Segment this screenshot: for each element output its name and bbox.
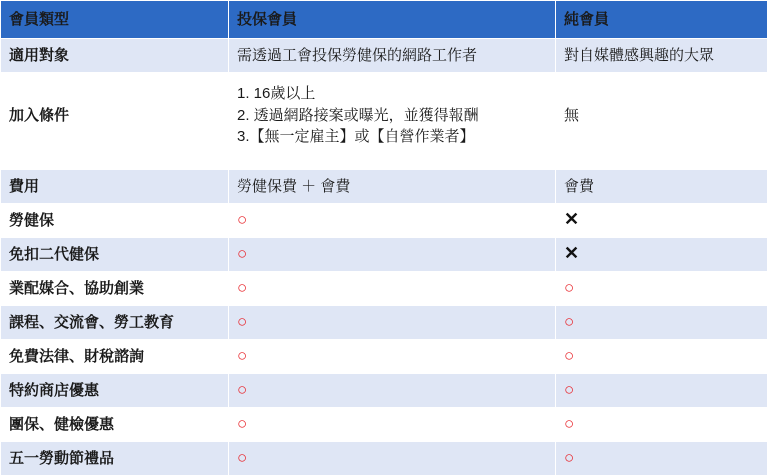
- row-label-courses-and-education: 課程、交流會、勞工教育: [1, 306, 229, 340]
- cell-insured-labor-health-insurance: [229, 204, 556, 238]
- table-spacer-row: [1, 159, 767, 170]
- join-condition-item: 1. 16歲以上: [237, 83, 547, 105]
- spacer-cell: [556, 159, 767, 170]
- table-row: [1, 73, 767, 159]
- circle-mark-icon: ○: [237, 313, 247, 330]
- spacer-cell: [1, 159, 229, 170]
- row-label-legal-tax-consulting: 免費法律、財稅諮詢: [1, 340, 229, 374]
- cell-pure-may-first-gift: [556, 442, 767, 476]
- circle-mark-icon: ○: [237, 279, 247, 296]
- row-label-fee: 費用: [1, 170, 229, 204]
- cell-pure-labor-health-insurance: [556, 204, 767, 238]
- circle-mark-icon: ○: [564, 381, 574, 398]
- cell-pure-sponsorship-matching: [556, 272, 767, 306]
- circle-mark-icon: ○: [237, 245, 247, 262]
- circle-mark-icon: ○: [237, 347, 247, 364]
- row-label-partner-store-discounts: 特約商店優惠: [1, 374, 229, 408]
- cell-insured-sponsorship-matching: [229, 272, 556, 306]
- table-row: [1, 306, 767, 340]
- row-label-sponsorship-matching: 業配媒合、協助創業: [1, 272, 229, 306]
- circle-mark-icon: ○: [237, 381, 247, 398]
- circle-mark-icon: ○: [564, 415, 574, 432]
- cell-pure-join-conditions: 無: [556, 73, 767, 159]
- cell-insured-target-audience: 需透過工會投保勞健保的網路工作者: [229, 39, 556, 73]
- column-header-insured-member: 投保會員: [229, 1, 556, 39]
- cell-insured-may-first-gift: [229, 442, 556, 476]
- table-row: [1, 340, 767, 374]
- circle-mark-icon: ○: [564, 313, 574, 330]
- circle-mark-icon: ○: [564, 347, 574, 364]
- circle-mark-icon: ○: [237, 449, 247, 466]
- table-header: [1, 1, 767, 39]
- table-row: [1, 272, 767, 306]
- cell-insured-group-insurance-checkup: [229, 408, 556, 442]
- cell-insured-partner-store-discounts: [229, 374, 556, 408]
- cell-pure-partner-store-discounts: [556, 374, 767, 408]
- row-label-group-insurance-checkup: 團保、健檢優惠: [1, 408, 229, 442]
- row-label-labor-health-insurance: 勞健保: [1, 204, 229, 238]
- row-label-second-gen-health-exemption: 免扣二代健保: [1, 238, 229, 272]
- cell-insured-join-conditions: [229, 73, 556, 159]
- cell-pure-courses-and-education: [556, 306, 767, 340]
- cell-insured-courses-and-education: [229, 306, 556, 340]
- row-label-join-conditions: 加入條件: [1, 73, 229, 159]
- cell-pure-fee: 會費: [556, 170, 767, 204]
- circle-mark-icon: ○: [237, 211, 247, 228]
- table-row: [1, 408, 767, 442]
- column-header-pure-member: 純會員: [556, 1, 767, 39]
- cross-mark-icon: ✕: [564, 244, 579, 262]
- cell-insured-second-gen-health-exemption: [229, 238, 556, 272]
- table-row: [1, 374, 767, 408]
- circle-mark-icon: ○: [564, 279, 574, 296]
- table-header-row: [1, 1, 767, 39]
- spacer-cell: [229, 159, 556, 170]
- cross-mark-icon: ✕: [564, 210, 579, 228]
- row-label-target-audience: 適用對象: [1, 39, 229, 73]
- table-row: [1, 442, 767, 476]
- table-row: [1, 238, 767, 272]
- join-condition-item: 3.【無一定雇主】或【自營作業者】: [237, 126, 547, 148]
- column-header-category: 會員類型: [1, 1, 229, 39]
- circle-mark-icon: ○: [564, 449, 574, 466]
- cell-pure-target-audience: 對自媒體感興趣的大眾: [556, 39, 767, 73]
- cell-insured-fee: 勞健保費 ＋ 會費: [229, 170, 556, 204]
- row-label-may-first-gift: 五一勞動節禮品: [1, 442, 229, 476]
- cell-pure-group-insurance-checkup: [556, 408, 767, 442]
- table-row: [1, 170, 767, 204]
- circle-mark-icon: ○: [237, 415, 247, 432]
- join-condition-item: 2. 透過網路接案或曝光，並獲得報酬: [237, 105, 547, 127]
- cell-insured-legal-tax-consulting: [229, 340, 556, 374]
- table-row: [1, 204, 767, 238]
- cell-pure-second-gen-health-exemption: [556, 238, 767, 272]
- cell-pure-legal-tax-consulting: [556, 340, 767, 374]
- table-body: [1, 39, 767, 476]
- join-conditions-list: [237, 83, 547, 148]
- table-row: [1, 39, 767, 73]
